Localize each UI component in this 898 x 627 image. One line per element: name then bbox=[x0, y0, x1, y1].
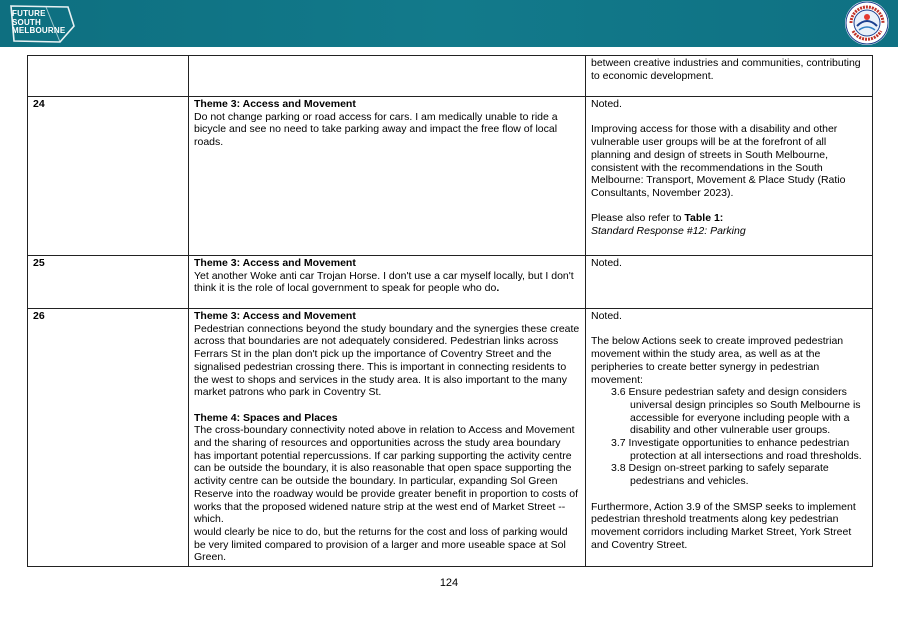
response-paragraph-2: Furthermore, Action 3.9 of the SMSP seeks to implement pedestrian threshold treatments along key pedestrian movement corridors including Market Street, York Street and Coventry Street. bbox=[591, 500, 856, 551]
submission-cell bbox=[189, 56, 586, 97]
row-number: 24 bbox=[28, 97, 189, 256]
logo-line-south: SOUTH bbox=[12, 17, 41, 27]
page-number: 124 bbox=[439, 577, 459, 589]
submission-text bbox=[194, 270, 580, 295]
table-row bbox=[28, 309, 873, 567]
response-cell bbox=[586, 309, 873, 567]
submission-text: Do not change parking or road access for cars. I am medically unable to ride a bicycle and see no need to take parking away and impact the free flow of local roads. bbox=[194, 110, 558, 149]
theme-heading-2: Theme 4: Spaces and Places bbox=[194, 411, 338, 424]
response-cell bbox=[586, 256, 873, 309]
response-refer bbox=[591, 212, 867, 225]
response-noted: Noted. bbox=[591, 310, 622, 322]
action-number: 3.6 bbox=[611, 386, 626, 399]
action-list bbox=[591, 386, 867, 488]
logo-line-future: FUTURE bbox=[12, 9, 46, 18]
submission-text-3: would clearly be nice to do, but the returns for the cost and loss of parking would be very limited compared to provision of a larger and more useable space at Sol Green. bbox=[194, 525, 568, 564]
theme-heading: Theme 3: Access and Movement bbox=[194, 98, 356, 110]
action-text-rest: pedestrians and vehicles. bbox=[630, 475, 749, 488]
refer-text: Please also refer to bbox=[591, 212, 682, 225]
action-number: 3.7 bbox=[611, 437, 626, 450]
page-header-banner bbox=[0, 0, 898, 47]
response-paragraph: The below Actions seek to create improved pedestrian movement within the study area, as well as at the peripheries to create better synergy in pedestrian movement: bbox=[591, 335, 844, 386]
row-number: 25 bbox=[28, 256, 189, 309]
action-item bbox=[591, 462, 867, 487]
response-cell bbox=[586, 97, 873, 256]
submission-body: Yet another Woke anti car Trojan Horse. I don't use a car myself locally, but I don't think it is the role of local government to speak for people who do bbox=[194, 269, 574, 295]
submission-cell bbox=[189, 309, 586, 567]
action-number: 3.8 bbox=[611, 462, 626, 475]
action-text-first: Investigate opportunities to enhance pedestrian bbox=[628, 437, 850, 450]
table-row bbox=[28, 97, 873, 256]
submission-end: . bbox=[496, 282, 500, 295]
response-noted: Noted. bbox=[591, 257, 622, 269]
submission-cell bbox=[189, 97, 586, 256]
action-text-rest: protection at all intersections and road thresholds. bbox=[630, 449, 862, 462]
theme-heading: Theme 3: Access and Movement bbox=[194, 257, 356, 269]
action-text-rest: universal design principles so South Melbourne is accessible for everyone including people with a disability and other vulnerable user groups. bbox=[630, 398, 861, 437]
table-reference: Table 1: bbox=[684, 212, 724, 225]
response-paragraph: Improving access for those with a disability and other vulnerable user groups will be at the forefront of all planning and design of streets in South Melbourne, consistent with the recommendations in the South Melbourne: Transport, Movement & Place Study (Ratio Consultants, November 2023). bbox=[591, 123, 846, 199]
city-of-port-phillip-seal-icon bbox=[845, 1, 889, 45]
response-cell bbox=[586, 56, 873, 97]
response-noted: Noted. bbox=[591, 98, 622, 110]
theme-heading: Theme 3: Access and Movement bbox=[194, 310, 356, 322]
logo-text bbox=[12, 10, 65, 36]
row-number-cell bbox=[28, 56, 189, 97]
action-item bbox=[591, 437, 867, 462]
submission-cell bbox=[189, 256, 586, 309]
standard-response-reference: Standard Response #12: Parking bbox=[591, 225, 746, 237]
action-text-first: Design on-street parking to safely separate bbox=[628, 462, 829, 475]
action-item bbox=[591, 386, 867, 437]
action-text-first: Ensure pedestrian safety and design considers bbox=[628, 386, 847, 399]
table-row bbox=[28, 256, 873, 309]
response-text: between creative industries and communities, contributing to economic development. bbox=[591, 57, 861, 82]
submission-text-2: The cross-boundary connectivity noted above in relation to Access and Movement and the sharing of resources and opportunities across the study area boundary has important potential repercussions. If car parking supporting the activity centre can be outside the boundary, it is also reasonable that open space supporting the activity centre can be outside the boundary. In particular, expanding Sol Green Reserve into the roadway would be provide greater benefit in proportion to costs of works that the proposed widened nature strip at the west end of Market Street -- which. bbox=[194, 424, 579, 526]
submissions-table bbox=[27, 55, 873, 567]
logo-line-melbourne: MELBOURNE bbox=[12, 26, 66, 35]
row-number: 26 bbox=[28, 309, 189, 567]
table-row bbox=[28, 56, 873, 97]
submission-text: Pedestrian connections beyond the study boundary and the synergies these create across that boundaries are not adequately considered. Pedestrian links across Ferrars St in the plan don't pick up the importance of Coventry Street and the signalised pedestrian crossing there. This is important in connecting residents to the west to shops and services in the study area. It is also important to the many market patrons who park in Coventry St. bbox=[194, 322, 580, 399]
